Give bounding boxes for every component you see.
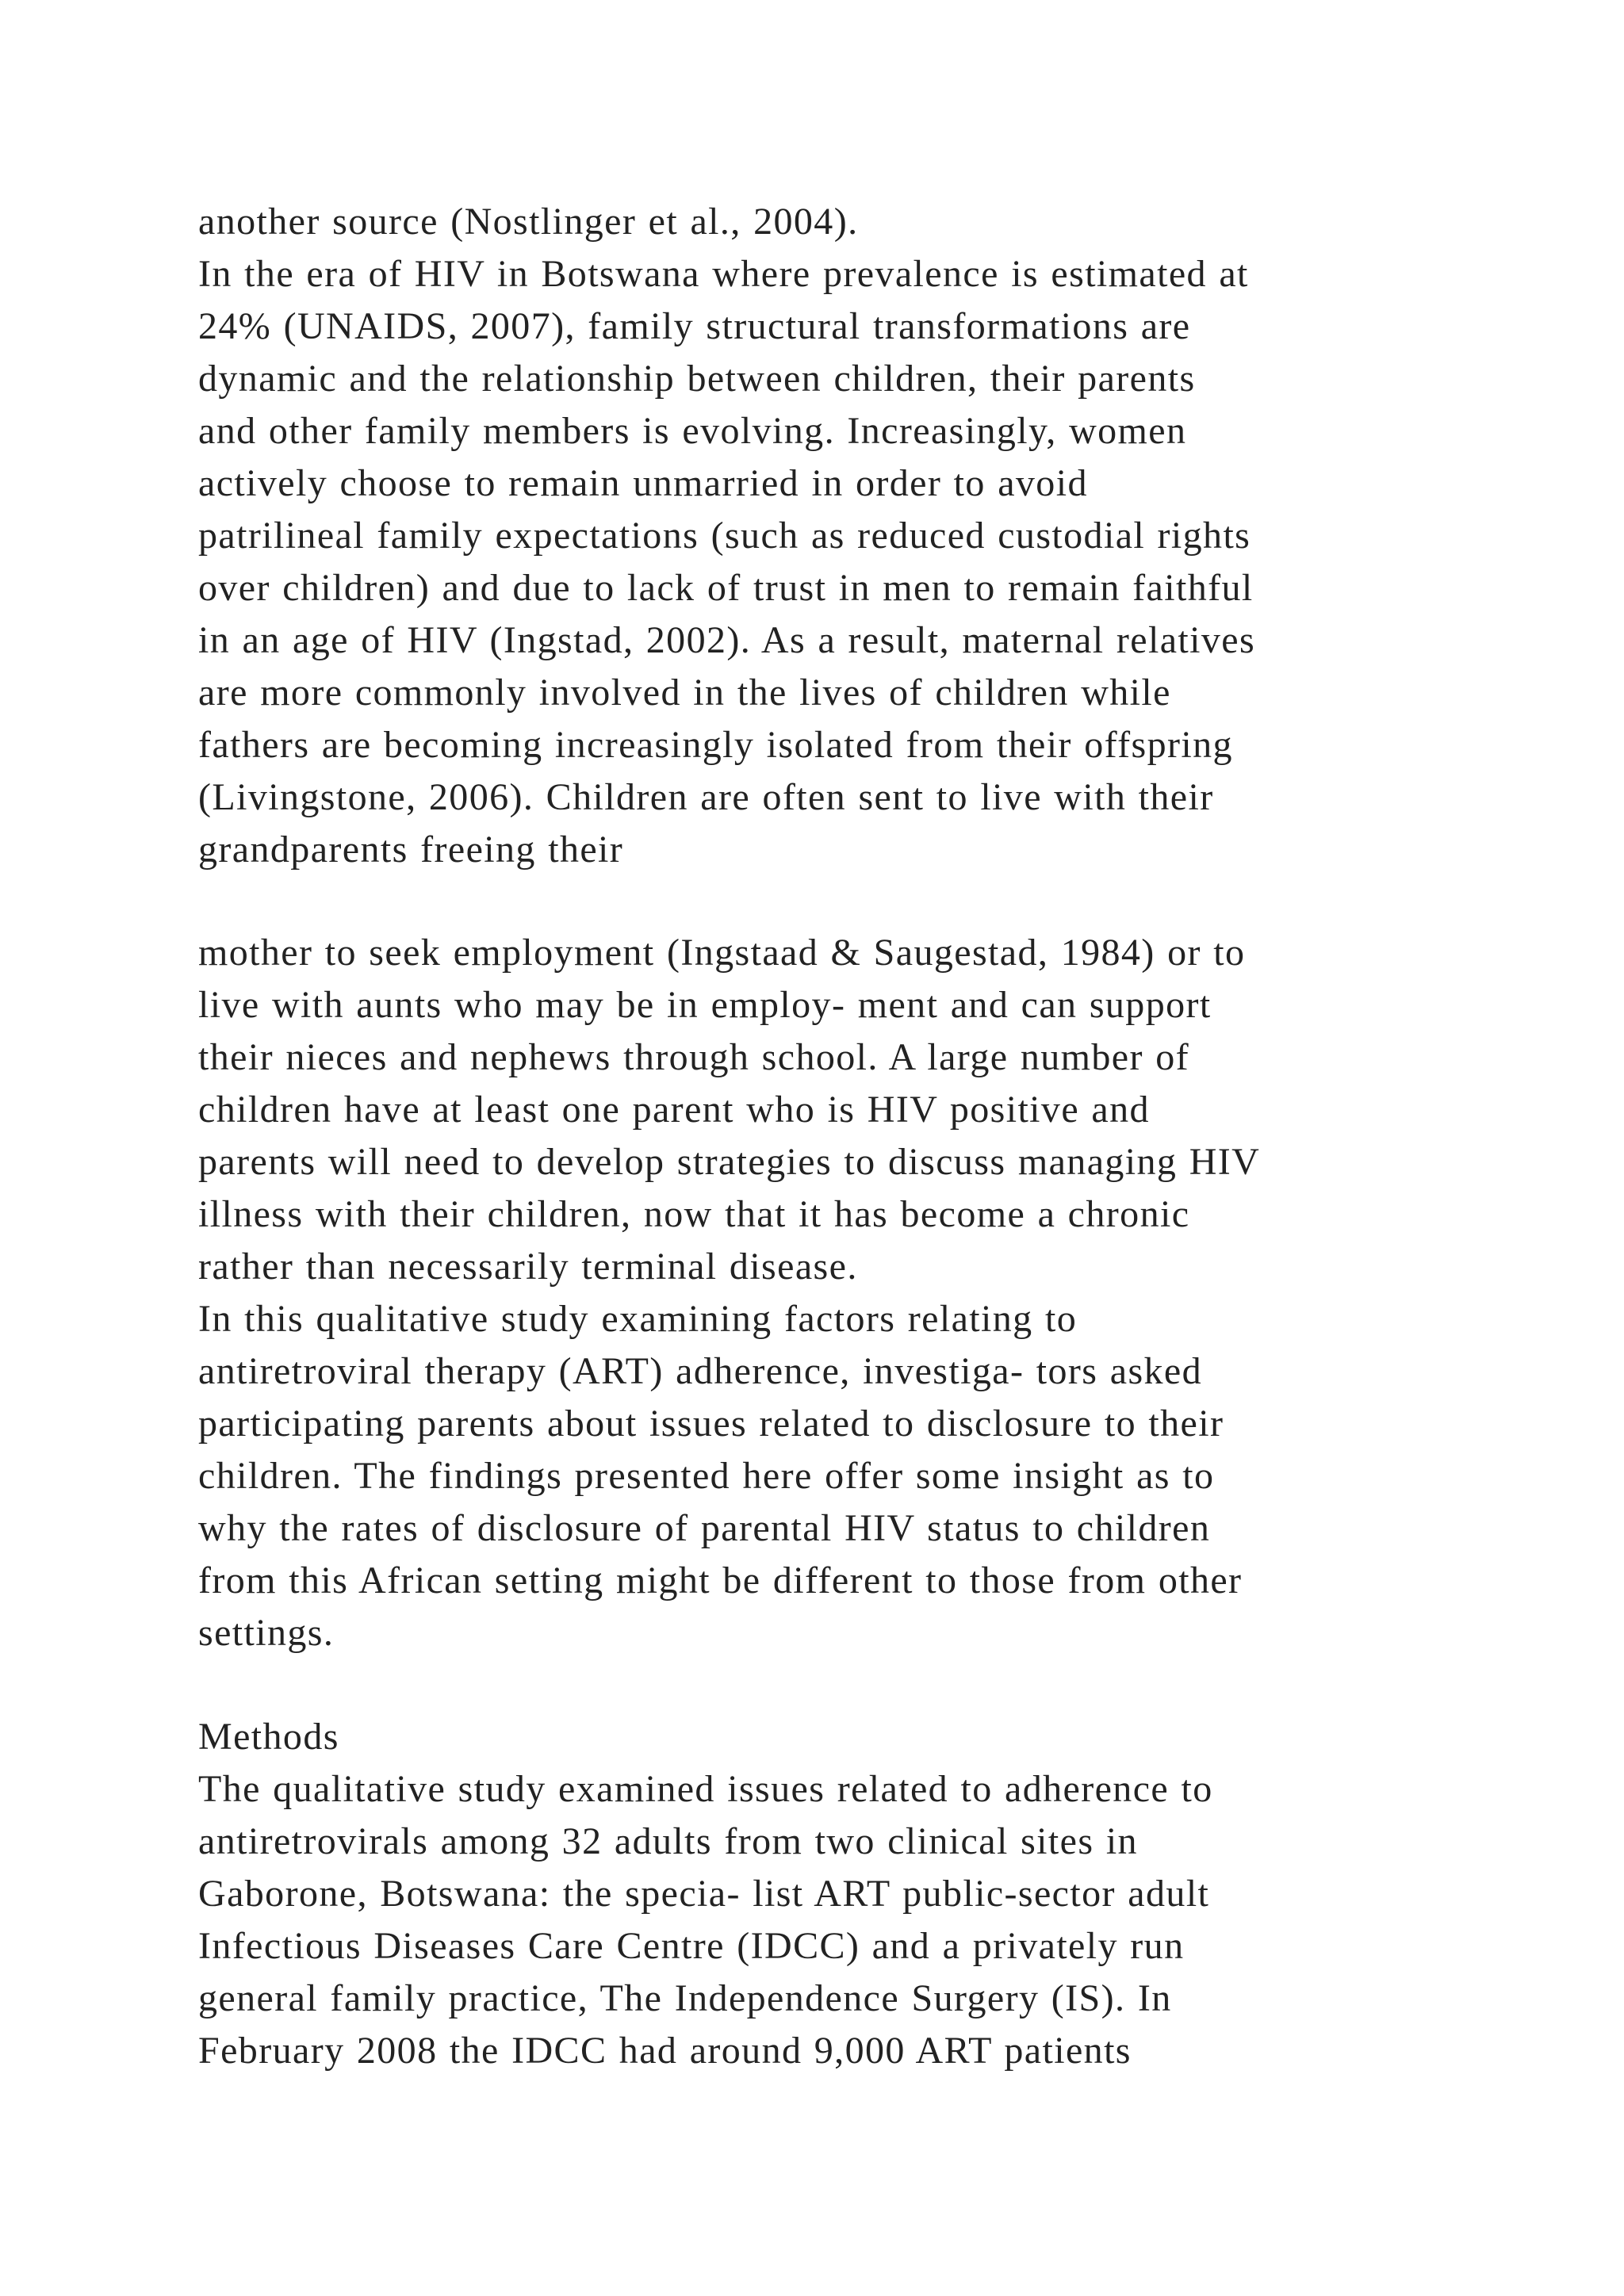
- text-line: children. The findings presented here offer some insight as to: [198, 1455, 1215, 1497]
- text-line: In this qualitative study examining factors relating to: [198, 1298, 1078, 1340]
- text-line: Gaborone, Botswana: the specia- list ART public-sector adult: [198, 1873, 1210, 1915]
- text-line: their nieces and nephews through school. A large number of: [198, 1036, 1190, 1078]
- text-line: children have at least one parent who is HIV positive and: [198, 1089, 1150, 1131]
- text-line: patrilineal family expectations (such as reduced custodial rights: [198, 515, 1251, 557]
- text-line: why the rates of disclosure of parental HIV status to children: [198, 1507, 1211, 1549]
- text-line: settings.: [198, 1612, 335, 1654]
- text-line: In the era of HIV in Botswana where prevalence is estimated at: [198, 253, 1249, 295]
- text-line: and other family members is evolving. Increasingly, women: [198, 410, 1187, 452]
- text-line: (Livingstone, 2006). Children are often sent to live with their: [198, 776, 1214, 818]
- text-line: dynamic and the relationship between children, their parents: [198, 358, 1196, 400]
- text-line: rather than necessarily terminal disease.: [198, 1246, 858, 1288]
- text-line: 24% (UNAIDS, 2007), family structural transformations are: [198, 305, 1191, 347]
- text-line: The qualitative study examined issues related to adherence to: [198, 1768, 1213, 1810]
- text-line: parents will need to develop strategies to discuss managing HIV: [198, 1141, 1261, 1183]
- text-line: over children) and due to lack of trust in men to remain faithful: [198, 567, 1254, 609]
- text-line: fathers are becoming increasingly isolated from their offspring: [198, 724, 1233, 766]
- section-heading-methods: Methods: [198, 1716, 339, 1758]
- text-line: illness with their children, now that it has become a chronic: [198, 1193, 1190, 1235]
- text-line: mother to seek employment (Ingstaad & Saugestad, 1984) or to: [198, 932, 1246, 974]
- text-line: actively choose to remain unmarried in order to avoid: [198, 462, 1088, 504]
- text-line: antiretroviral therapy (ART) adherence, investiga- tors asked: [198, 1350, 1203, 1392]
- text-line: participating parents about issues related to disclosure to their: [198, 1402, 1224, 1445]
- paragraph-block-3: [198, 1711, 1499, 2077]
- paragraph-block-1: [198, 196, 1499, 876]
- text-line: another source (Nostlinger et al., 2004).: [198, 201, 859, 243]
- paragraph-block-2: [198, 927, 1499, 1659]
- text-line: in an age of HIV (Ingstad, 2002). As a result, maternal relatives: [198, 619, 1256, 661]
- text-line: general family practice, The Independence Surgery (IS). In: [198, 1977, 1172, 2019]
- text-line: grandparents freeing their: [198, 828, 624, 871]
- text-line: live with aunts who may be in employ- ment and can support: [198, 984, 1212, 1026]
- text-line: Infectious Diseases Care Centre (IDCC) and a privately run: [198, 1925, 1185, 1967]
- text-line: antiretrovirals among 32 adults from two clinical sites in: [198, 1820, 1138, 1862]
- text-line: from this African setting might be different to those from other: [198, 1559, 1243, 1601]
- text-line: are more commonly involved in the lives of children while: [198, 672, 1171, 714]
- text-line: February 2008 the IDCC had around 9,000 ART patients: [198, 2030, 1132, 2072]
